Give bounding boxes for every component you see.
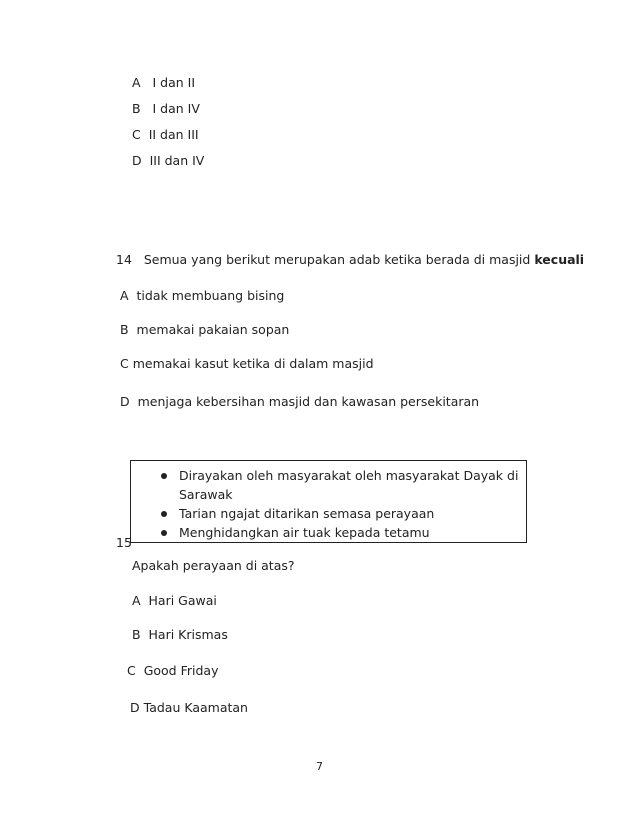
q14-option-c: C memakai kasut ketika di dalam masjid	[120, 356, 374, 371]
q15-option-d: D Tadau Kaamatan	[130, 700, 248, 715]
q14-number: 14	[116, 252, 132, 267]
q15-number: 15	[116, 535, 132, 550]
q15-question: Apakah perayaan di atas?	[132, 558, 295, 573]
q13-option-a: A I dan II	[132, 75, 196, 90]
q15-option-c: C Good Friday	[127, 663, 219, 678]
q14-option-a: A tidak membuang bising	[120, 288, 285, 303]
q14-stem	[116, 252, 584, 267]
page-number: 7	[316, 760, 323, 773]
q14-option-b: B memakai pakaian sopan	[120, 322, 290, 337]
q14-option-d: D menjaga kebersihan masjid dan kawasan persekitaran	[120, 394, 480, 409]
q14-emphasis: kecuali	[534, 252, 585, 267]
bullet-icon	[161, 511, 167, 517]
q13-option-c: C II dan III	[132, 127, 199, 142]
q15-option-a: A Hari Gawai	[132, 593, 217, 608]
q14-stem-text: Semua yang berikut merupakan adab ketika berada di masjid	[143, 252, 531, 267]
q15-option-b: B Hari Krismas	[132, 627, 228, 642]
q13-option-d: D III dan IV	[132, 153, 205, 168]
q15-clue-box: Dirayakan oleh masyarakat oleh masyarakat Dayak di Sarawak Tarian ngajat ditarikan semasa perayaan Menghidangkan air tuak kepada tetamu	[130, 460, 527, 543]
q13-option-b: B I dan IV	[132, 101, 200, 116]
bullet-icon	[161, 530, 167, 536]
bullet-icon	[161, 473, 167, 479]
